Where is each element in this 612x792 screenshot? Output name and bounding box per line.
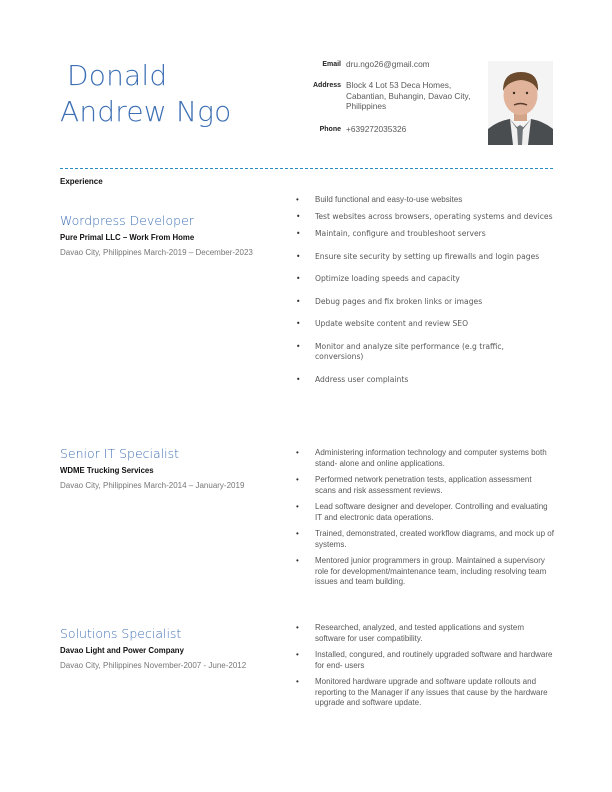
phone-label: Phone [319,125,341,133]
address-value: Block 4 Lot 53 Deca Homes, Cabantian, Buhangin, Davao City, Philippines [346,80,471,111]
list-item: • Test websites across browsers, operating systems and devices [296,212,554,223]
job-location-dates: Davao City, Philippines March-2019 – December-2023 [60,248,253,257]
first-name: Donald [67,59,168,92]
job-entry [60,626,275,671]
job-location-dates: Davao City, Philippines November-2007 - June-2012 [60,661,247,670]
job-entry [60,446,275,491]
job-entry [60,213,275,258]
section-title-experience: Experience [60,177,103,186]
list-item: • Trained, demonstrated, created workflow diagrams, and mock up of systems. [296,529,554,550]
email-value: dru.ngo26@gmail.com [346,59,430,69]
list-item: • Address user complaints [296,375,554,386]
address-label: Address [312,82,341,89]
list-item: • Researched, analyzed, and tested applications and system software for user compatibility. [296,623,554,644]
job-title: Senior IT Specialist [60,446,180,461]
email-label: Email [322,61,341,68]
list-item: • Debug pages and fix broken links or images [296,297,554,308]
phone-value: +639272035326 [346,123,407,134]
job-company: Davao Light and Power Company [60,646,184,655]
list-item: • Lead software designer and developer. Controlling and evaluating IT and electronic data operations. [296,502,554,523]
last-name: Andrew Ngo [60,95,232,128]
list-item: • Monitored hardware upgrade and software update rollouts and reporting to the Manager if any issues that cause by the hardware upgrade and software update. [296,677,554,709]
list-item: • Optimize loading speeds and capacity [296,274,554,285]
list-item: • Mentored junior programmers in group. Maintained a supervisory role for development/maintenance team, including resolving team issues and team building. [296,556,554,588]
job-duties-list [296,448,554,594]
contact-block [300,59,485,145]
job-company: Pure Primal LLC – Work From Home [60,233,195,242]
list-item: • Installed, congured, and routinely upgraded software and hardware for end- users [296,650,554,671]
contact-email [300,59,485,70]
contact-address [300,80,485,112]
list-item: • Administering information technology and computer systems both stand- alone and online applications. [296,448,554,469]
list-item: • Monitor and analyze site performance (e.g traffic, conversions) [296,342,554,363]
list-item: • Maintain, configure and troubleshoot servers [296,229,554,240]
list-item: • Performed network penetration tests, application assessment scans and risk assessment reviews. [296,475,554,496]
list-item: • Build functional and easy-to-use websites [296,195,554,206]
header-divider [60,168,553,169]
job-location-dates: Davao City, Philippines March-2014 – January-2019 [60,481,245,490]
contact-phone [300,124,485,135]
candidate-name [60,58,231,130]
job-title: Wordpress Developer [60,213,194,228]
job-duties-list [296,195,554,392]
job-company: WDME Trucking Services [60,466,154,475]
list-item: • Update website content and review SEO [296,319,554,330]
job-duties-list [296,623,554,715]
list-item: • Ensure site security by setting up firewalls and login pages [296,252,554,263]
job-title: Solutions Specialist [60,626,182,641]
profile-photo [488,61,553,145]
